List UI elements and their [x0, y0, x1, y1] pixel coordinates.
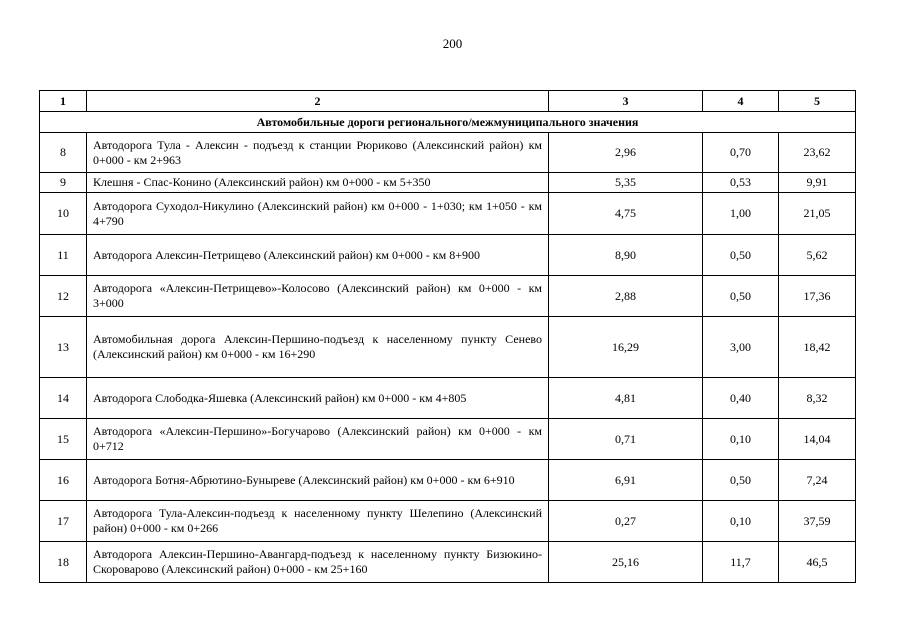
- table-row: [40, 460, 856, 501]
- value-col-4: 0,10: [703, 501, 779, 542]
- row-number: 15: [40, 419, 87, 460]
- column-header: 5: [779, 91, 856, 112]
- table-row: [40, 133, 856, 173]
- value-col-5: 23,62: [779, 133, 856, 173]
- value-col-3: 0,71: [549, 419, 703, 460]
- row-number: 14: [40, 378, 87, 419]
- table-row: [40, 235, 856, 276]
- value-col-3: 16,29: [549, 317, 703, 378]
- value-col-4: 0,50: [703, 235, 779, 276]
- row-number: 13: [40, 317, 87, 378]
- value-col-4: 0,53: [703, 173, 779, 193]
- column-header: 3: [549, 91, 703, 112]
- row-number: 17: [40, 501, 87, 542]
- road-name: Автодорога Тула-Алексин-подъезд к населенному пункту Шелепино (Алексинский район) 0+000 - км 0+266: [87, 501, 549, 542]
- table-row: [40, 378, 856, 419]
- road-table: [39, 90, 856, 583]
- value-col-5: 14,04: [779, 419, 856, 460]
- value-col-5: 17,36: [779, 276, 856, 317]
- value-col-5: 7,24: [779, 460, 856, 501]
- road-name: Клешня - Спас-Конино (Алексинский район) км 0+000 - км 5+350: [87, 173, 549, 193]
- road-name: Автодорога «Алексин-Першино»-Богучарово (Алексинский район) км 0+000 - км 0+712: [87, 419, 549, 460]
- value-col-5: 18,42: [779, 317, 856, 378]
- value-col-3: 4,81: [549, 378, 703, 419]
- value-col-4: 0,50: [703, 276, 779, 317]
- header-row: [40, 91, 856, 112]
- value-col-4: 11,7: [703, 542, 779, 583]
- value-col-3: 4,75: [549, 193, 703, 235]
- value-col-4: 3,00: [703, 317, 779, 378]
- road-name: Автодорога Алексин-Першино-Авангард-подъезд к населенному пункту Бизюкино-Скороварово (Алексинский район) 0+000 - км 25+160: [87, 542, 549, 583]
- value-col-5: 46,5: [779, 542, 856, 583]
- page-number: 200: [442, 36, 463, 51]
- table-row: [40, 419, 856, 460]
- value-col-3: 0,27: [549, 501, 703, 542]
- row-number: 18: [40, 542, 87, 583]
- value-col-3: 8,90: [549, 235, 703, 276]
- table-row: [40, 276, 856, 317]
- value-col-4: 0,40: [703, 378, 779, 419]
- table-row: [40, 173, 856, 193]
- row-number: 10: [40, 193, 87, 235]
- value-col-5: 8,32: [779, 378, 856, 419]
- row-number: 9: [40, 173, 87, 193]
- table-row: [40, 501, 856, 542]
- row-number: 8: [40, 133, 87, 173]
- table-row: [40, 317, 856, 378]
- value-col-4: 0,70: [703, 133, 779, 173]
- column-header: 1: [40, 91, 87, 112]
- value-col-5: 5,62: [779, 235, 856, 276]
- value-col-5: 9,91: [779, 173, 856, 193]
- value-col-3: 5,35: [549, 173, 703, 193]
- road-name: Автомобильная дорога Алексин-Першино-подъезд к населенному пункту Сенево (Алексинский район) км 0+000 - км 16+290: [87, 317, 549, 378]
- value-col-5: 37,59: [779, 501, 856, 542]
- section-title: Автомобильные дороги регионального/межмуниципального значения: [40, 112, 856, 133]
- table-body: [40, 91, 856, 583]
- value-col-3: 2,96: [549, 133, 703, 173]
- row-number: 16: [40, 460, 87, 501]
- column-header: 2: [87, 91, 549, 112]
- section-row: [40, 112, 856, 133]
- row-number: 12: [40, 276, 87, 317]
- value-col-3: 2,88: [549, 276, 703, 317]
- road-name: Автодорога Слободка-Яшевка (Алексинский район) км 0+000 - км 4+805: [87, 378, 549, 419]
- road-name: Автодорога Суходол-Никулино (Алексинский район) км 0+000 - 1+030; км 1+050 - км 4+790: [87, 193, 549, 235]
- road-name: Автодорога «Алексин-Петрищево»-Колосово (Алексинский район) км 0+000 - км 3+000: [87, 276, 549, 317]
- value-col-4: 0,10: [703, 419, 779, 460]
- value-col-4: 0,50: [703, 460, 779, 501]
- table-row: [40, 193, 856, 235]
- value-col-3: 25,16: [549, 542, 703, 583]
- value-col-5: 21,05: [779, 193, 856, 235]
- row-number: 11: [40, 235, 87, 276]
- table-row: [40, 542, 856, 583]
- road-name: Автодорога Ботня-Абрютино-Буныреве (Алексинский район) км 0+000 - км 6+910: [87, 460, 549, 501]
- value-col-3: 6,91: [549, 460, 703, 501]
- road-name: Автодорога Тула - Алексин - подъезд к станции Рюриково (Алексинский район) км 0+000 - км 2+963: [87, 133, 549, 173]
- road-name: Автодорога Алексин-Петрищево (Алексинский район) км 0+000 - км 8+900: [87, 235, 549, 276]
- column-header: 4: [703, 91, 779, 112]
- value-col-4: 1,00: [703, 193, 779, 235]
